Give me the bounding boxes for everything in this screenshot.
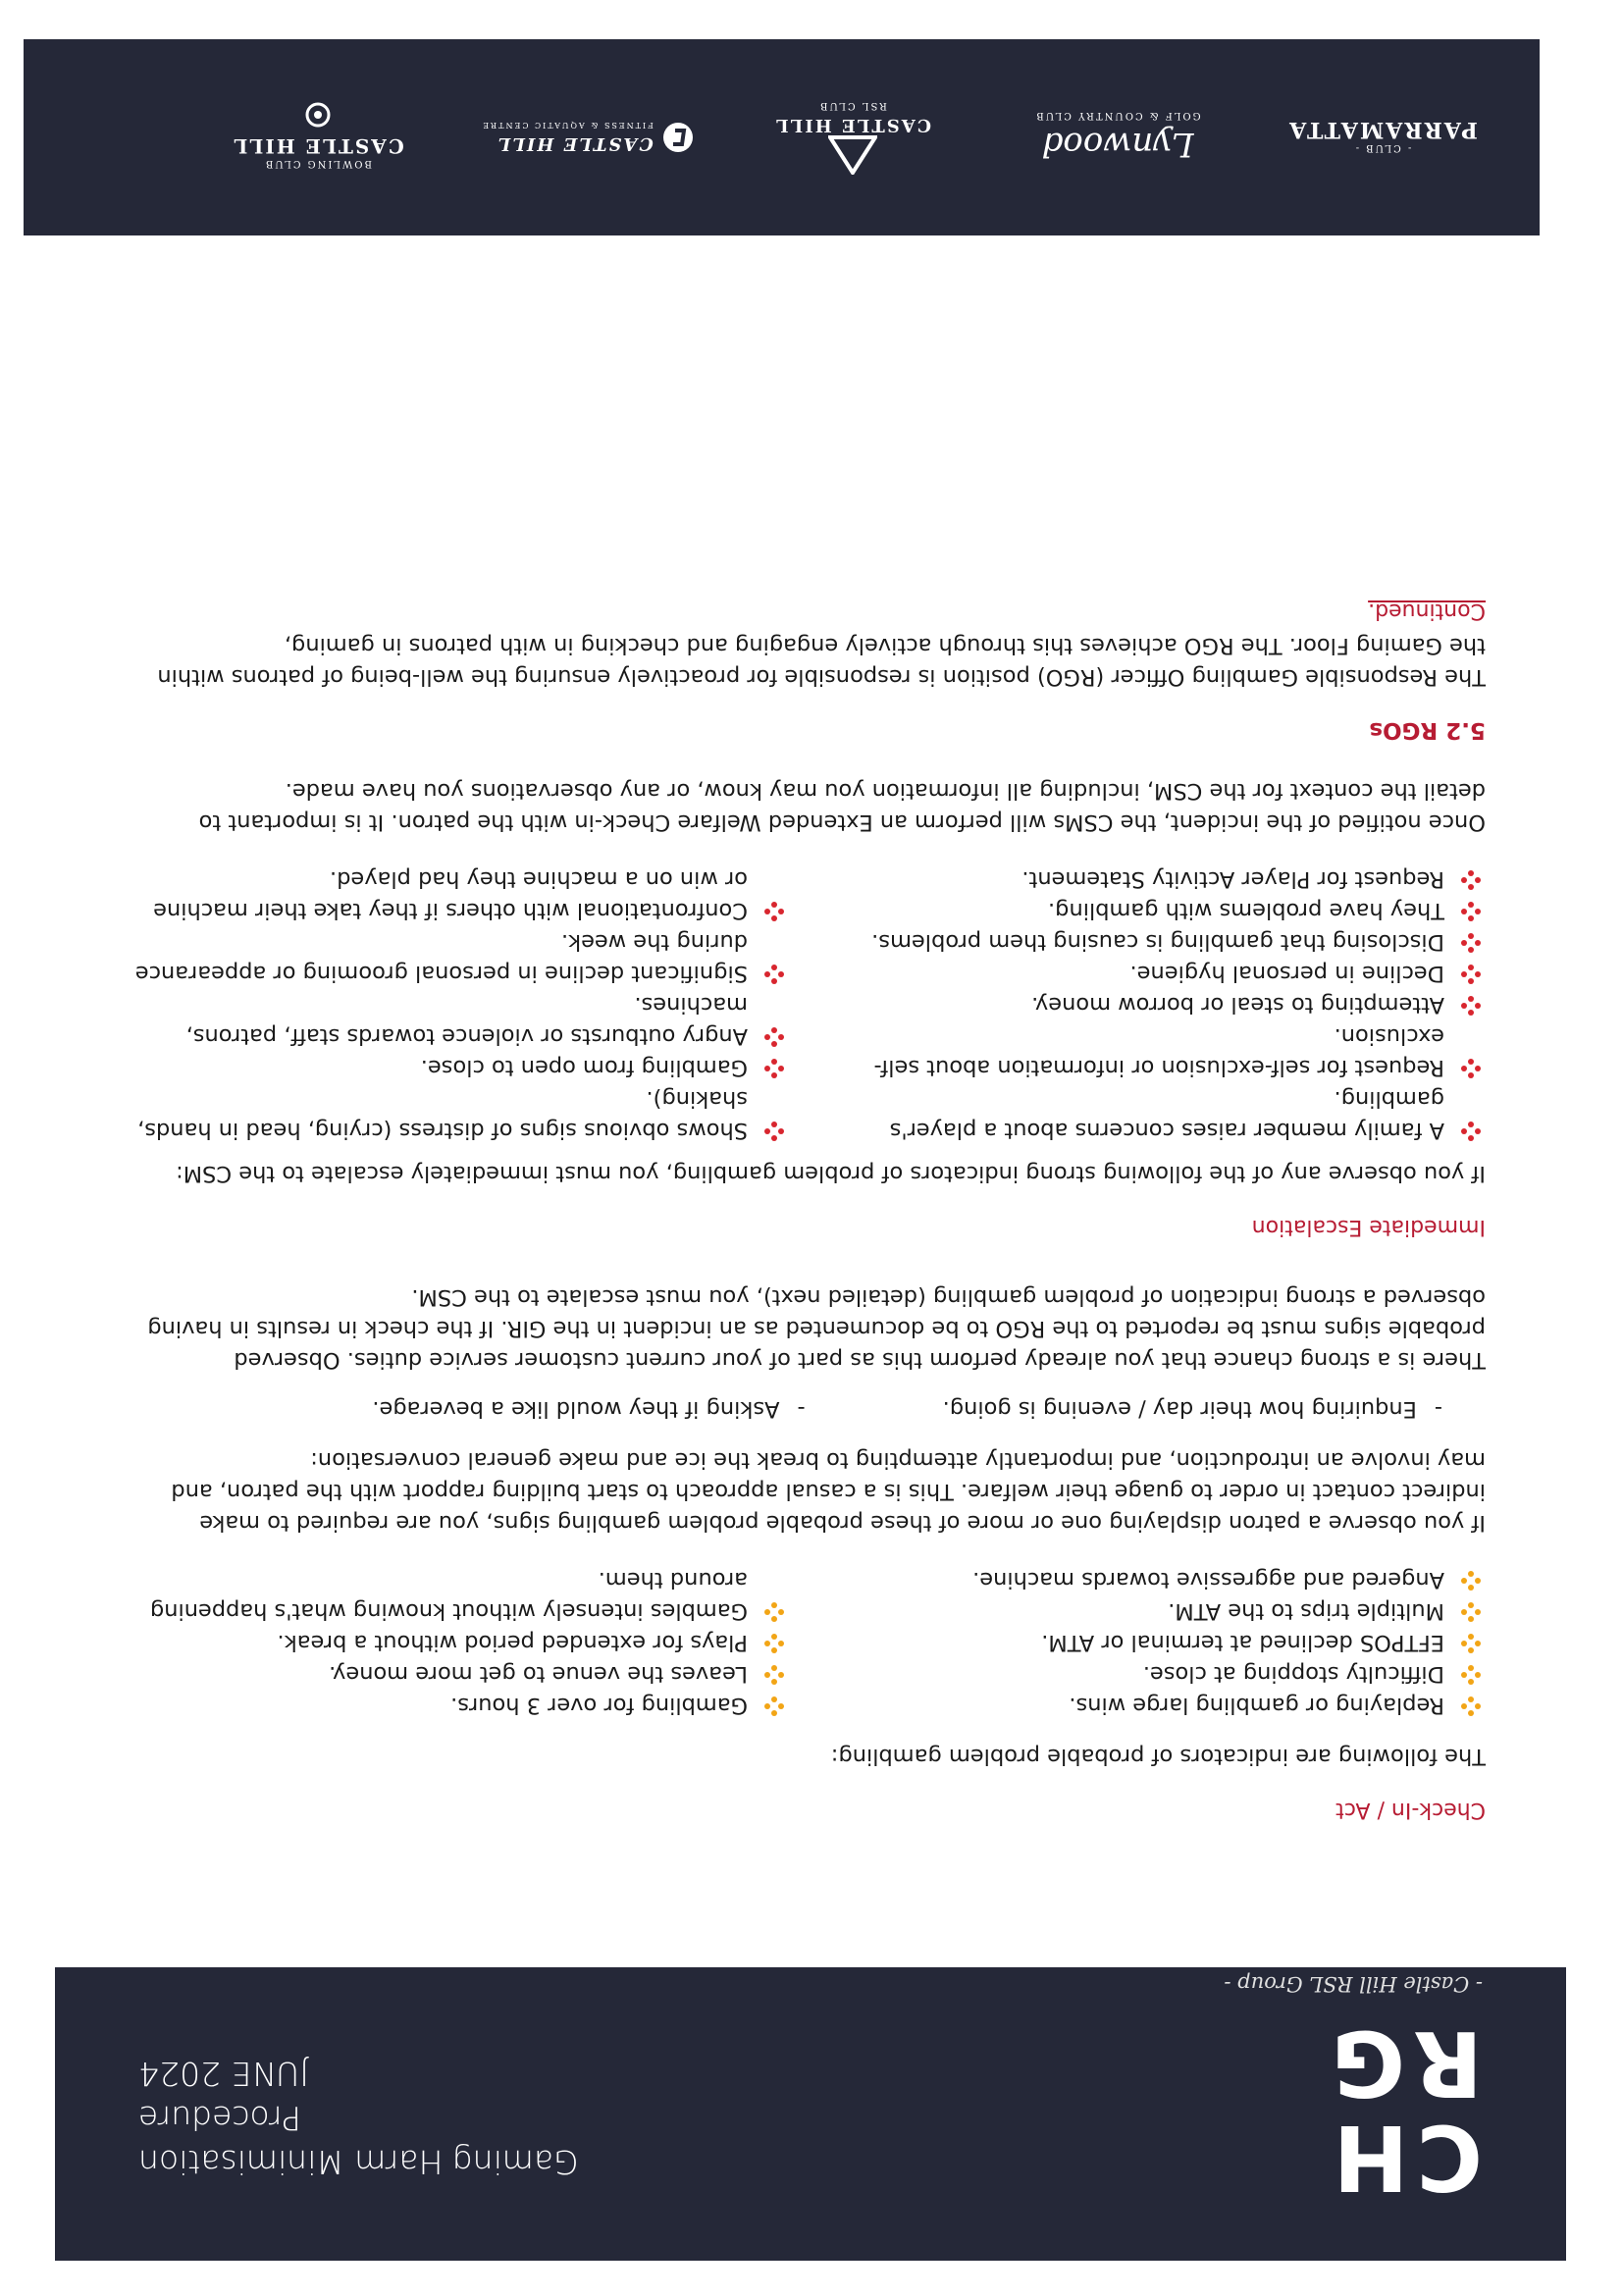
red-diamond-bullet-icon — [1460, 964, 1482, 985]
list-item: Disclosing that gambling is causing them problems. — [828, 926, 1486, 958]
orange-diamond-bullet-icon — [763, 1664, 785, 1686]
orange-diamond-bullet-icon — [763, 1696, 785, 1717]
title-date: JUNE 2024 — [138, 2055, 309, 2093]
red-diamond-bullet-icon — [763, 1058, 785, 1079]
strong-indicators-list — [131, 863, 1486, 1146]
list-item: Shows obvious signs of distress (crying, head in hands, shaking). — [131, 1083, 789, 1146]
list-item: Attempting to steal or borrow money. — [828, 989, 1486, 1020]
logo-line1: CH — [1325, 2105, 1483, 2210]
red-diamond-bullet-icon — [1460, 901, 1482, 922]
list-item: Confrontational with others if they take their machine or win on a machine they had played. — [131, 863, 789, 926]
immediate-paragraph: Once notified of the incident, the CSMs will perform an Extended Welfare Check-in with the patron. It is important to detail the context for the CSM, including all information you may know, or any observations you have made. — [198, 778, 1486, 835]
list-item: Leaves the venue to get more money. — [131, 1658, 789, 1690]
orange-diamond-bullet-icon — [763, 1601, 785, 1623]
immediate-escalation-heading: Immediate Escalation — [1251, 1215, 1486, 1239]
castle-hill-bowling-logo: BOWLING CLUB CASTLE HILL — [205, 39, 431, 235]
list-item: Plays for extended period without a break. — [131, 1627, 789, 1658]
list-item: Gambles intensely without knowing what's happening around them. — [131, 1564, 789, 1627]
red-diamond-bullet-icon — [763, 964, 785, 985]
bowling-badge-icon — [304, 102, 332, 130]
list-item: Request for Player Activity Statement. — [828, 863, 1486, 895]
parramatta-logo: - CLUB - PARRAMATTA — [1287, 117, 1478, 154]
logo-subtitle: - Castle Hill RSL Group - — [1224, 1972, 1483, 1996]
red-diamond-bullet-icon — [1460, 932, 1482, 954]
list-item: They have problems with gambling. — [828, 895, 1486, 926]
list-item: Decline in personal hygiene. — [828, 958, 1486, 989]
red-diamond-bullet-icon — [763, 1121, 785, 1142]
castle-hill-rsl-logo: CASTLE HILL RSL CLUB — [745, 39, 961, 235]
check-in-heading: Check-In / Act — [1335, 1798, 1486, 1822]
list-item: Replaying or gambling large wins. — [828, 1690, 1486, 1721]
castle-hill-fitness-icon — [661, 121, 695, 154]
title-line1: Gaming Harm Minimisation — [138, 2143, 579, 2181]
conversation-examples — [131, 1393, 1486, 1425]
footer-band — [24, 39, 1540, 235]
orange-diamond-bullet-icon — [763, 1633, 785, 1654]
red-diamond-bullet-icon — [1460, 1058, 1482, 1079]
orange-diamond-bullet-icon — [1460, 1601, 1482, 1623]
list-item: A family member raises concerns about a player's gambling. — [828, 1083, 1486, 1146]
castle-hill-fitness-logo: CASTLE HILL FITNESS & AQUATIC CENTRE — [480, 39, 696, 235]
header-band — [55, 1967, 1566, 2261]
body-content — [131, 573, 1486, 1825]
orange-diamond-bullet-icon — [1460, 1664, 1482, 1686]
orange-diamond-bullet-icon — [1460, 1696, 1482, 1717]
orange-diamond-bullet-icon — [1460, 1570, 1482, 1592]
red-diamond-bullet-icon — [763, 1026, 785, 1048]
dash-item-1: -Enquiring how their day / evening is going. — [942, 1396, 1442, 1422]
strong-right-column — [131, 863, 789, 1146]
probable-indicators-list — [131, 1564, 1486, 1721]
check-in-intro: The following are indicators of probable problem gambling: — [830, 1744, 1486, 1769]
logo-line2: RG — [1323, 2010, 1483, 2115]
red-diamond-bullet-icon — [1460, 869, 1482, 891]
red-diamond-bullet-icon — [1460, 1121, 1482, 1142]
check-in-paragraph-1: If you observe a patron displaying one or more of these probable problem gambling signs, you are required to make indirect contact in order to guage their welfare. This is a casual approach to start building rapport with the patron, and may involve an introduction, and importantly attempting to break the ice and make general conversation: — [171, 1447, 1486, 1536]
probable-left-column — [828, 1564, 1486, 1721]
list-item: Request for self-exclusion or information about self-exclusion. — [828, 1020, 1486, 1083]
orange-diamond-bullet-icon — [1460, 1633, 1482, 1654]
strong-left-column — [828, 863, 1486, 1146]
chrg-logo — [1178, 1972, 1483, 2210]
list-item: Difficulty stopping at close. — [828, 1658, 1486, 1690]
rgo-paragraph: The Responsible Gambling Officer (RGO) position is responsible for proactively ensuring the well-being of patrons within the Gaming Floor. The RGO achieves this through actively engaging and checking in with patrons in gaming, — [157, 633, 1486, 690]
check-in-paragraph-2: There is a strong chance that you already perform this as part of your current customer service duties. Observed probable signs must be reported to the RGO to be documented as an incident in the GIR. If the check in results in having observed a strong indication of problem gambling (detailed next), you must escalate to the CSM. — [147, 1284, 1486, 1373]
document-title — [138, 2052, 579, 2184]
list-item: Significant decline in personal grooming or appearance during the week. — [131, 926, 789, 989]
rgo-heading: 5.2 RGOs — [1369, 717, 1486, 743]
list-item: Gambling for over 3 hours. — [131, 1690, 789, 1721]
list-item: Multiple trips to the ATM. — [828, 1595, 1486, 1627]
immediate-intro: If you observe any of the following strong indicators of problem gambling, you must immediately escalate to the CSM: — [176, 1161, 1486, 1186]
list-item: Angry outbursts or violence towards staff, patrons, machines. — [131, 989, 789, 1052]
red-diamond-bullet-icon — [1460, 995, 1482, 1017]
list-item: Angered and aggressive towards machine. — [828, 1564, 1486, 1595]
title-line2: Procedure — [138, 2099, 301, 2137]
continued-label: Continued. — [1368, 599, 1486, 623]
logo-letters — [1323, 2010, 1483, 2210]
red-diamond-bullet-icon — [763, 901, 785, 922]
probable-right-column — [131, 1564, 789, 1721]
lynwood-logo: Lynwood GOLF & COUNTRY CLUB — [1034, 110, 1201, 165]
list-item: Gambling from open to close. — [131, 1052, 789, 1083]
dash-item-2: -Asking if they would like a beverage. — [372, 1396, 806, 1422]
list-item: EFTPOS declined at terminal or ATM. — [828, 1627, 1486, 1658]
triangle-logo-icon — [828, 135, 877, 175]
